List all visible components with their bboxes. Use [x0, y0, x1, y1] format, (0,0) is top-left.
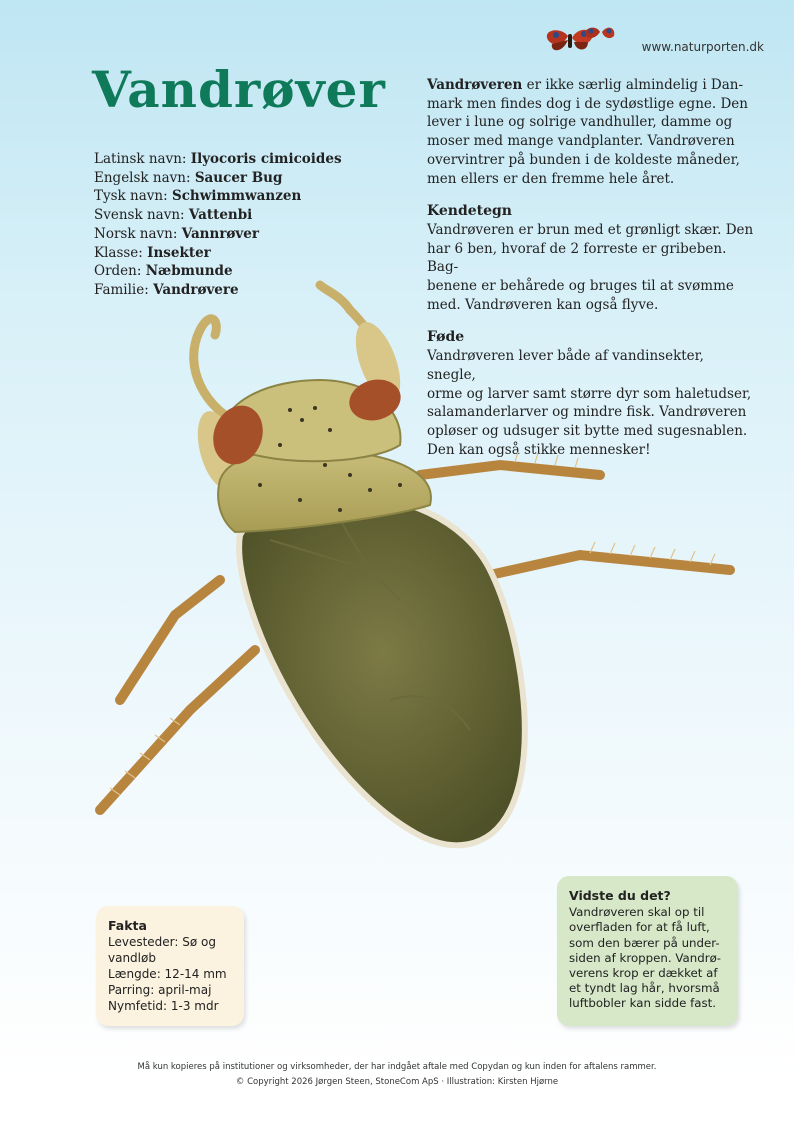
copy-notice: Må kun kopieres på institutioner og virksomheder, der har indgået aftale med Copydan og kun inden for aftalens rammer. [137, 1062, 657, 1072]
intro-paragraph: Vandrøveren er ikke særlig almindelig i Dan- mark men findes dog i de sydøstlige egne. Den lever i lune og solrige vandhuller, damme og moser med mange vandplanter. Vandrøveren overvintrer på bunden i de koldeste måneder, men ellers er den fremme hele året. [427, 77, 748, 187]
footer [0, 1060, 794, 1090]
page-title: Vandrøver [92, 60, 386, 119]
name-row-german: Tysk navn: Schwimmwanzen [94, 188, 302, 205]
did-you-know-line: luftbobler kan sidde fast. [569, 996, 717, 1011]
did-you-know-line: verens krop er dækket af [569, 966, 718, 981]
did-you-know-line: som den bærer på under- [569, 935, 720, 950]
fakta-line: vandløb [108, 951, 156, 965]
did-you-know-line: overfladen for at få luft, [569, 920, 710, 935]
fakta-line: Længde: 12-14 mm [108, 967, 227, 981]
name-row-english: Engelsk navn: Saucer Bug [94, 169, 283, 186]
butterfly-icon [538, 20, 618, 58]
name-row-swedish: Svensk navn: Vattenbi [94, 207, 253, 224]
foede-paragraph: Vandrøveren lever både af vandinsekter, snegle, orme og larver samt større dyr som haletudser, salamanderlarver og mindre fisk. Vandrøveren opløser og udsuger sit bytte med sugesnablen. Den kan også stikke mennesker! [427, 348, 752, 458]
kendetegn-paragraph: Vandrøveren er brun med et grønligt skær. Den har 6 ben, hvoraf de 2 forreste er gribeben. Bag- benene er behårede og bruges til at svømme med. Vandrøveren kan også flyve. [427, 221, 754, 313]
saucer-bug-illustration [70, 270, 770, 880]
fakta-box [96, 906, 244, 1026]
did-you-know-line: et tyndt lag hår, hvorsmå [569, 981, 720, 996]
name-row-family: Familie: Vandrøvere [94, 281, 239, 298]
copyright-line: © Copyright 2026 Jørgen Steen, StoneCom ApS · Illustration: Kirsten Hjørne [235, 1077, 559, 1087]
fakta-heading: Fakta [108, 918, 147, 933]
did-you-know-line: siden af kroppen. Vandrø- [569, 950, 722, 965]
did-you-know-box [557, 876, 738, 1026]
fakta-line: Parring: april-maj [108, 983, 212, 997]
fakta-line: Levesteder: Sø og [108, 935, 216, 949]
name-row-norwegian: Norsk navn: Vannrøver [94, 225, 259, 242]
did-you-know-line: Vandrøveren skal op til [569, 905, 705, 920]
name-row-class: Klasse: Insekter [94, 244, 211, 261]
fakta-line: Nymfetid: 1-3 mdr [108, 999, 219, 1013]
foede-heading: Føde [427, 329, 465, 346]
name-row-order: Orden: Næbmunde [94, 263, 233, 280]
name-row-latin: Latinsk navn: Ilyocoris cimicoides [94, 151, 342, 167]
kendetegn-heading: Kendetegn [427, 203, 512, 220]
did-you-know-heading: Vidste du det? [569, 888, 671, 903]
site-url[interactable]: www.naturporten.dk [641, 40, 764, 54]
